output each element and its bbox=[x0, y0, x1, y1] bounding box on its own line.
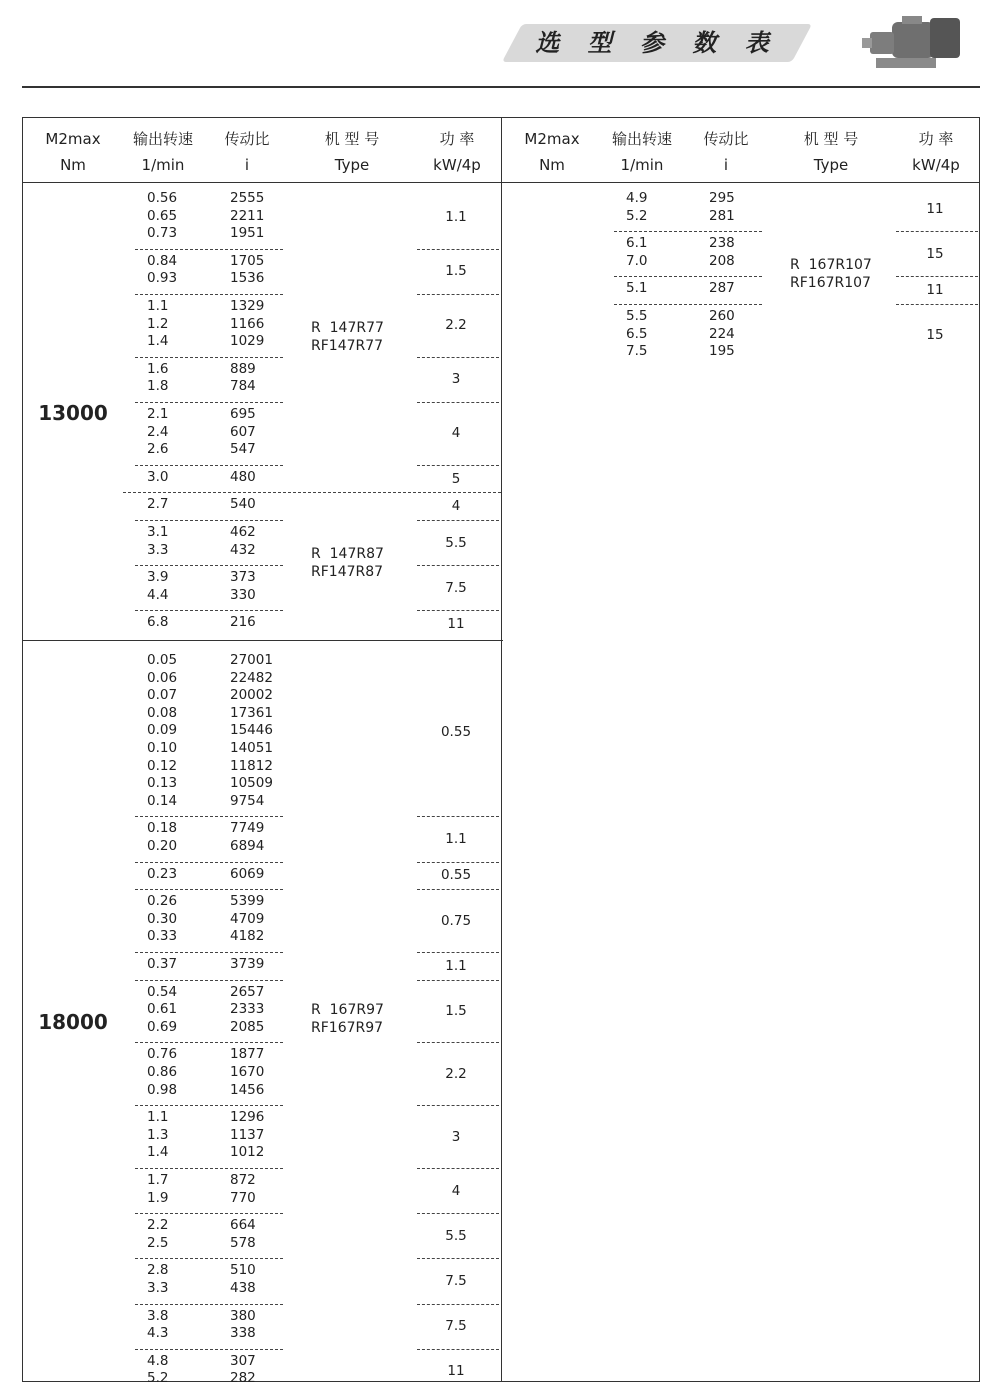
speed-cell: 3.0 bbox=[147, 468, 169, 485]
speed-cell: 2.7 bbox=[147, 496, 169, 513]
speed-cell: 2.5 bbox=[147, 1234, 169, 1251]
ratio-cell: 889 bbox=[230, 360, 256, 377]
ratio-cell: 2555 bbox=[230, 190, 265, 206]
speed-cell: 0.56 bbox=[147, 190, 178, 206]
speed-cell: 5.1 bbox=[626, 280, 648, 297]
speed-cell: 0.05 bbox=[147, 652, 178, 668]
header-rule bbox=[22, 86, 980, 88]
speed-cell: 1.1 bbox=[147, 298, 169, 314]
speed-cell: 6.8 bbox=[147, 614, 169, 631]
row-divider bbox=[135, 1258, 283, 1259]
power-cell: 4 bbox=[451, 498, 461, 515]
ratio-cell: 770 bbox=[230, 1189, 256, 1206]
row-divider bbox=[135, 1304, 283, 1305]
ratio-cell: 373 bbox=[230, 569, 256, 586]
model-type-line: R 147R87 bbox=[311, 546, 384, 563]
speed-cell: 0.54 bbox=[147, 983, 178, 1000]
ratio-cell: 1137 bbox=[230, 1126, 265, 1143]
row-divider bbox=[614, 304, 762, 305]
ratio-cell: 1705 bbox=[230, 252, 265, 269]
speed-cell: 0.09 bbox=[147, 722, 178, 739]
row-divider bbox=[135, 980, 283, 981]
speed-cell: 1.1 bbox=[147, 1109, 169, 1126]
speed-cell: 7.5 bbox=[626, 343, 648, 360]
power-cell: 11 bbox=[926, 200, 944, 217]
header-torque: M2max Nm bbox=[45, 130, 101, 174]
speed-cell: 4.4 bbox=[147, 586, 169, 603]
ratio-cell: 510 bbox=[230, 1262, 256, 1279]
row-divider bbox=[135, 402, 283, 403]
speed-cell: 4.9 bbox=[626, 190, 648, 206]
torque-value: 18000 bbox=[38, 1010, 108, 1034]
ratio-cell: 208 bbox=[709, 252, 735, 269]
power-divider bbox=[896, 304, 978, 305]
row-divider bbox=[135, 889, 283, 890]
speed-cell: 0.73 bbox=[147, 225, 178, 242]
ratio-cell: 1012 bbox=[230, 1144, 265, 1161]
power-cell: 5 bbox=[451, 470, 461, 487]
ratio-cell: 6069 bbox=[230, 865, 265, 882]
ratio-cell: 1877 bbox=[230, 1046, 265, 1063]
header-torque: M2max Nm bbox=[524, 130, 580, 174]
speed-cell: 0.30 bbox=[147, 910, 178, 927]
row-divider bbox=[135, 952, 283, 953]
power-divider bbox=[417, 357, 499, 358]
ratio-cell: 338 bbox=[230, 1325, 256, 1342]
power-divider bbox=[417, 249, 499, 250]
speed-cell: 3.8 bbox=[147, 1307, 169, 1324]
speed-cell: 7.0 bbox=[626, 252, 648, 269]
speed-cell: 1.7 bbox=[147, 1172, 169, 1188]
ratio-cell: 1456 bbox=[230, 1081, 265, 1098]
table-left bbox=[22, 117, 502, 1387]
speed-cell: 1.8 bbox=[147, 378, 169, 395]
power-cell: 2.2 bbox=[445, 317, 467, 334]
ratio-cell: 3739 bbox=[230, 956, 265, 972]
model-type-line: R 167R107 bbox=[790, 257, 872, 274]
speed-cell: 3.1 bbox=[147, 524, 169, 540]
power-divider bbox=[417, 1105, 499, 1106]
ratio-cell: 4709 bbox=[230, 910, 265, 927]
speed-cell: 0.13 bbox=[147, 775, 178, 792]
speed-cell: 1.9 bbox=[147, 1189, 169, 1206]
model-type-line: RF147R77 bbox=[311, 338, 384, 355]
power-divider bbox=[417, 565, 499, 566]
power-cell: 7.5 bbox=[445, 579, 467, 596]
header-power: 功 率 kW/4p bbox=[912, 130, 960, 174]
ratio-cell: 547 bbox=[230, 441, 256, 458]
ratio-cell: 224 bbox=[709, 325, 735, 342]
speed-cell: 2.1 bbox=[147, 406, 169, 422]
power-cell: 2.2 bbox=[445, 1065, 467, 1082]
ratio-cell: 4182 bbox=[230, 928, 265, 945]
row-divider bbox=[135, 249, 283, 250]
ratio-cell: 1329 bbox=[230, 298, 265, 314]
ratio-cell: 2657 bbox=[230, 983, 265, 1000]
speed-cell: 0.20 bbox=[147, 838, 178, 854]
power-divider bbox=[417, 520, 499, 521]
header-ratio: 传动比 i bbox=[703, 130, 749, 174]
ratio-cell: 330 bbox=[230, 586, 256, 603]
power-cell: 1.5 bbox=[445, 1003, 467, 1019]
speed-cell: 1.3 bbox=[147, 1126, 169, 1143]
speed-cell: 0.86 bbox=[147, 1064, 178, 1080]
torque-value: 13000 bbox=[38, 401, 108, 425]
ratio-cell: 20002 bbox=[230, 687, 273, 704]
row-divider bbox=[135, 1349, 283, 1350]
power-cell: 0.75 bbox=[440, 912, 472, 929]
ratio-cell: 282 bbox=[230, 1370, 256, 1387]
power-cell: 3 bbox=[451, 1128, 461, 1145]
ratio-cell: 2211 bbox=[230, 207, 265, 224]
ratio-cell: 22482 bbox=[230, 669, 273, 686]
ratio-cell: 1029 bbox=[230, 333, 265, 350]
power-divider bbox=[417, 610, 499, 611]
ratio-cell: 7749 bbox=[230, 820, 265, 837]
speed-cell: 6.5 bbox=[626, 325, 648, 342]
row-divider bbox=[135, 1105, 283, 1106]
speed-cell: 0.07 bbox=[147, 687, 178, 704]
ratio-cell: 432 bbox=[230, 541, 256, 558]
power-cell: 11 bbox=[926, 282, 944, 299]
speed-cell: 1.4 bbox=[147, 333, 169, 350]
speed-cell: 0.10 bbox=[147, 740, 178, 756]
speed-cell: 0.37 bbox=[147, 956, 178, 972]
ratio-cell: 1670 bbox=[230, 1064, 265, 1080]
gear-motor-icon bbox=[862, 14, 962, 72]
ratio-cell: 1536 bbox=[230, 270, 265, 287]
row-divider bbox=[135, 357, 283, 358]
speed-cell: 3.3 bbox=[147, 1280, 169, 1296]
ratio-cell: 14051 bbox=[230, 740, 273, 756]
row-divider bbox=[135, 1168, 283, 1169]
ratio-cell: 695 bbox=[230, 406, 256, 422]
power-cell: 1.1 bbox=[445, 209, 467, 226]
power-cell: 1.1 bbox=[445, 831, 467, 847]
speed-cell: 0.06 bbox=[147, 669, 178, 686]
model-type bbox=[311, 319, 384, 355]
ratio-cell: 380 bbox=[230, 1307, 256, 1324]
power-cell: 11 bbox=[447, 1363, 465, 1380]
ratio-cell: 281 bbox=[709, 207, 735, 224]
ratio-cell: 438 bbox=[230, 1280, 256, 1296]
ratio-cell: 607 bbox=[230, 423, 256, 440]
power-divider bbox=[417, 1304, 499, 1305]
speed-cell: 0.98 bbox=[147, 1081, 178, 1098]
speed-cell: 0.14 bbox=[147, 792, 178, 809]
row-divider bbox=[135, 294, 283, 295]
ratio-cell: 1166 bbox=[230, 315, 265, 332]
power-divider bbox=[417, 1168, 499, 1169]
ratio-cell: 578 bbox=[230, 1234, 256, 1251]
model-type-line: R 167R97 bbox=[311, 1002, 384, 1018]
speed-cell: 0.23 bbox=[147, 865, 178, 882]
ratio-cell: 872 bbox=[230, 1172, 256, 1188]
ratio-cell: 1951 bbox=[230, 225, 265, 242]
row-divider bbox=[135, 862, 283, 863]
speed-cell: 4.8 bbox=[147, 1352, 169, 1369]
speed-cell: 0.65 bbox=[147, 207, 178, 224]
ratio-cell: 287 bbox=[709, 280, 735, 297]
speed-cell: 0.69 bbox=[147, 1018, 178, 1035]
power-cell: 5.5 bbox=[445, 534, 467, 551]
speed-cell: 1.6 bbox=[147, 360, 169, 377]
speed-cell: 0.84 bbox=[147, 252, 178, 269]
power-divider bbox=[417, 1213, 499, 1214]
speed-cell: 1.4 bbox=[147, 1144, 169, 1161]
speed-cell: 6.1 bbox=[626, 235, 648, 252]
ratio-cell: 540 bbox=[230, 496, 256, 513]
ratio-cell: 9754 bbox=[230, 792, 265, 809]
header-type: 机 型 号 Type bbox=[803, 130, 859, 174]
power-cell: 7.5 bbox=[445, 1273, 467, 1289]
ratio-cell: 260 bbox=[709, 308, 735, 324]
ratio-cell: 295 bbox=[709, 190, 735, 206]
power-divider bbox=[896, 231, 978, 232]
power-cell: 4 bbox=[451, 1182, 461, 1199]
ratio-cell: 17361 bbox=[230, 704, 273, 721]
speed-cell: 5.5 bbox=[626, 308, 648, 324]
row-divider bbox=[614, 231, 762, 232]
header-power: 功 率 kW/4p bbox=[433, 130, 481, 174]
power-divider bbox=[417, 402, 499, 403]
power-cell: 11 bbox=[447, 616, 465, 633]
ratio-cell: 462 bbox=[230, 524, 256, 540]
speed-cell: 2.4 bbox=[147, 423, 169, 440]
row-divider bbox=[135, 465, 283, 466]
power-cell: 1.5 bbox=[445, 263, 467, 280]
ratio-cell: 1296 bbox=[230, 1109, 265, 1126]
speed-cell: 2.8 bbox=[147, 1262, 169, 1279]
header-speed: 输出转速 1/min bbox=[132, 130, 193, 174]
ratio-cell: 11812 bbox=[230, 757, 273, 774]
power-cell: 3 bbox=[451, 371, 461, 388]
model-type bbox=[311, 545, 384, 581]
model-type-line: RF167R97 bbox=[311, 1020, 384, 1036]
ratio-cell: 2085 bbox=[230, 1018, 265, 1035]
speed-cell: 0.12 bbox=[147, 757, 178, 774]
speed-cell: 0.93 bbox=[147, 270, 178, 287]
power-cell: 5.5 bbox=[445, 1227, 467, 1244]
speed-cell: 5.2 bbox=[626, 207, 648, 224]
model-type-line: R 147R77 bbox=[311, 320, 384, 337]
table-header bbox=[502, 118, 979, 183]
type-divider bbox=[123, 492, 501, 493]
ratio-cell: 6894 bbox=[230, 838, 265, 854]
model-type bbox=[311, 1001, 384, 1037]
ratio-cell: 10509 bbox=[230, 775, 273, 792]
power-divider bbox=[417, 816, 499, 817]
row-divider bbox=[135, 520, 283, 521]
ratio-cell: 480 bbox=[230, 468, 256, 485]
row-divider bbox=[614, 276, 762, 277]
speed-cell: 2.2 bbox=[147, 1217, 169, 1234]
row-divider bbox=[135, 816, 283, 817]
row-divider bbox=[135, 1042, 283, 1043]
ratio-cell: 784 bbox=[230, 378, 256, 395]
group-divider bbox=[23, 640, 503, 641]
ratio-cell: 195 bbox=[709, 343, 735, 360]
power-cell: 15 bbox=[926, 327, 944, 344]
ratio-cell: 307 bbox=[230, 1352, 256, 1369]
ratio-cell: 664 bbox=[230, 1217, 256, 1234]
row-divider bbox=[135, 565, 283, 566]
power-divider bbox=[417, 862, 499, 863]
row-divider bbox=[135, 1213, 283, 1214]
power-divider bbox=[417, 952, 499, 953]
table-right bbox=[501, 117, 980, 1382]
table-header bbox=[23, 118, 501, 183]
ratio-cell: 5399 bbox=[230, 893, 265, 910]
speed-cell: 0.61 bbox=[147, 1001, 178, 1018]
speed-cell: 0.08 bbox=[147, 704, 178, 721]
header-ratio: 传动比 i bbox=[224, 130, 270, 174]
speed-cell: 0.76 bbox=[147, 1046, 178, 1063]
speed-cell: 3.3 bbox=[147, 541, 169, 558]
power-divider bbox=[896, 276, 978, 277]
speed-cell: 4.3 bbox=[147, 1325, 169, 1342]
power-divider bbox=[417, 465, 499, 466]
header-speed: 输出转速 1/min bbox=[611, 130, 672, 174]
header-type: 机 型 号 Type bbox=[324, 130, 380, 174]
model-type bbox=[790, 256, 872, 292]
power-cell: 1.1 bbox=[445, 957, 467, 974]
page-title: 选 型 参 数 表 bbox=[535, 29, 779, 57]
power-cell: 0.55 bbox=[440, 724, 472, 741]
ratio-cell: 216 bbox=[230, 614, 256, 631]
speed-cell: 0.18 bbox=[147, 820, 178, 837]
power-divider bbox=[417, 980, 499, 981]
ratio-cell: 238 bbox=[709, 235, 735, 252]
power-divider bbox=[417, 1349, 499, 1350]
power-cell: 0.55 bbox=[440, 867, 472, 884]
power-cell: 15 bbox=[926, 245, 944, 262]
power-cell: 4 bbox=[451, 425, 461, 442]
power-divider bbox=[417, 1042, 499, 1043]
speed-cell: 0.26 bbox=[147, 893, 178, 910]
model-type-line: RF167R107 bbox=[790, 275, 871, 292]
power-divider bbox=[417, 294, 499, 295]
power-divider bbox=[417, 1258, 499, 1259]
power-divider bbox=[417, 889, 499, 890]
speed-cell: 2.6 bbox=[147, 441, 169, 458]
speed-cell: 0.33 bbox=[147, 928, 178, 945]
ratio-cell: 2333 bbox=[230, 1001, 265, 1018]
speed-cell: 5.2 bbox=[147, 1370, 169, 1387]
speed-cell: 3.9 bbox=[147, 569, 169, 586]
speed-cell: 1.2 bbox=[147, 315, 169, 332]
ratio-cell: 27001 bbox=[230, 652, 273, 668]
model-type-line: RF147R87 bbox=[311, 564, 384, 581]
ratio-cell: 15446 bbox=[230, 722, 273, 739]
power-cell: 7.5 bbox=[445, 1318, 467, 1335]
row-divider bbox=[135, 610, 283, 611]
